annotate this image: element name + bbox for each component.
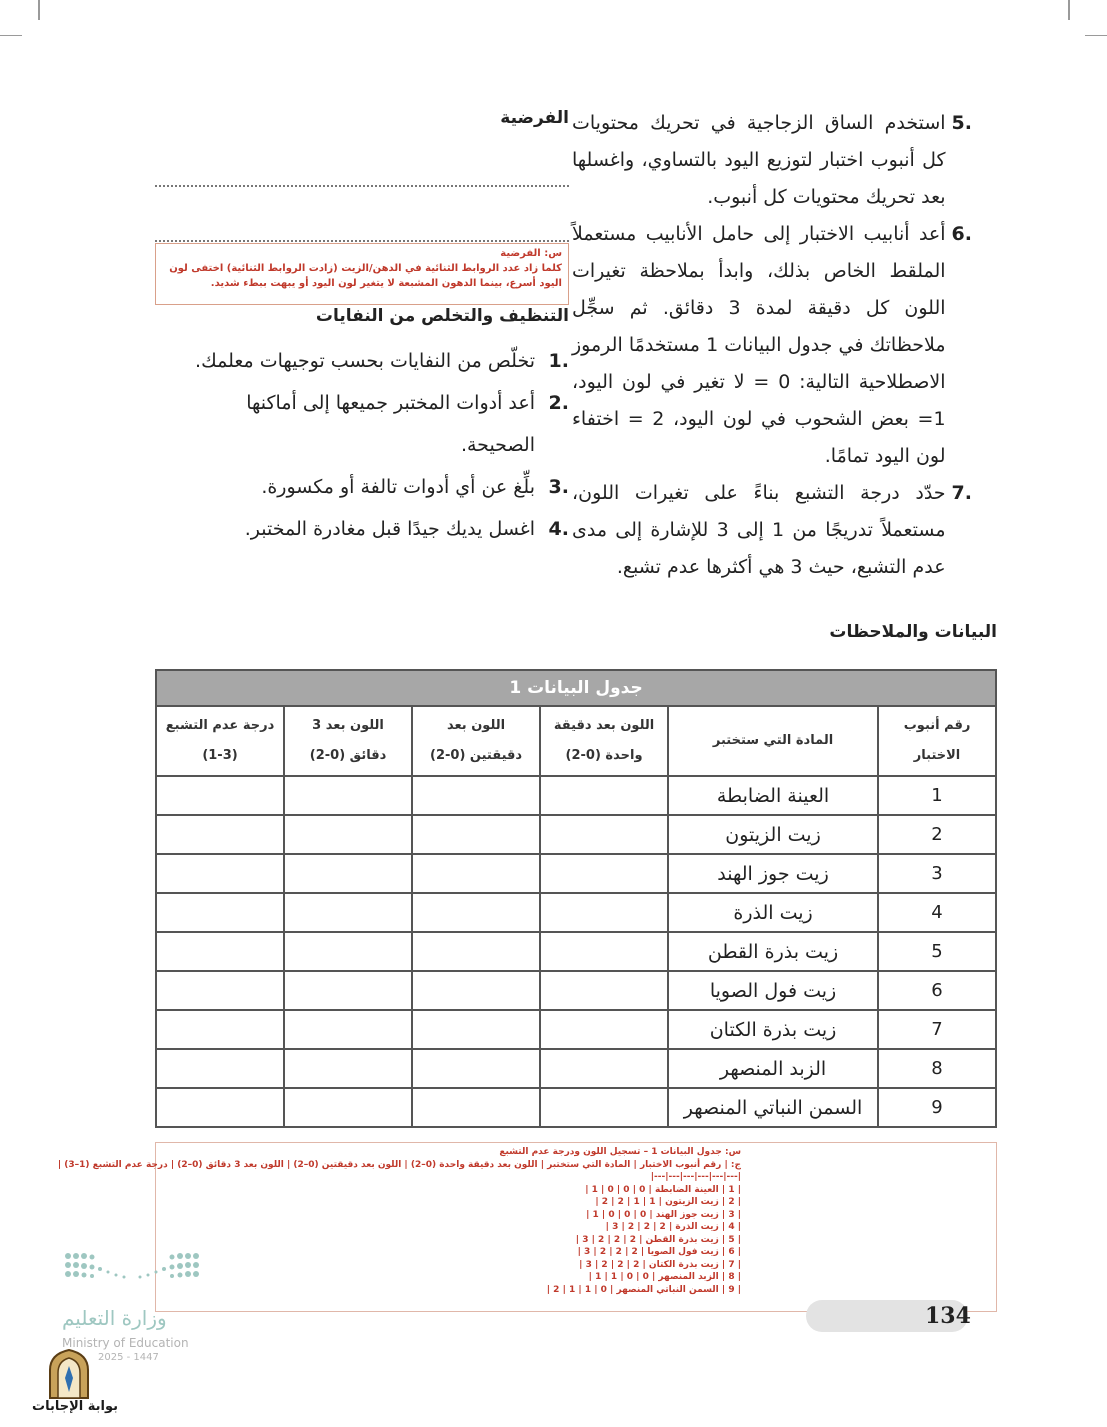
tube-number: 3 xyxy=(878,854,996,893)
tube-number: 6 xyxy=(878,971,996,1010)
substance-cell: زيت الذرة xyxy=(668,893,878,932)
answer-line-text: س: الفرضية xyxy=(500,248,562,259)
answer-line-text: كلما زاد عدد الروابط الثنائية في الدهن/الزيت (زادت الروابط الثنائية) اختفى لون xyxy=(169,263,562,274)
table-row xyxy=(156,893,996,932)
table-header-row xyxy=(156,706,996,776)
empty-cell[interactable] xyxy=(284,1010,412,1049)
empty-cell[interactable] xyxy=(156,893,284,932)
tube-number: 1 xyxy=(878,776,996,815)
ministry-english-name: Ministry of Education xyxy=(62,1336,189,1350)
item-number: .2 xyxy=(548,392,569,414)
step-number: .7 xyxy=(951,482,972,504)
item-number: .4 xyxy=(548,518,569,540)
step-number: .5 xyxy=(951,112,972,134)
step-5 xyxy=(572,105,972,216)
step-7 xyxy=(572,475,972,586)
answer-line xyxy=(155,240,569,242)
answer-row: | 5 | زيت بذرة القطن | 2 | 2 | 2 | 3 | xyxy=(575,1234,741,1245)
answer-row: | 6 | زيت فول الصويا | 2 | 2 | 2 | 3 | xyxy=(577,1247,741,1257)
answer-row: | 3 | زيت جوز الهند | 0 | 0 | 0 | 1 | xyxy=(586,1209,741,1220)
tube-number: 2 xyxy=(878,815,996,854)
empty-cell[interactable] xyxy=(284,1088,412,1127)
empty-cell[interactable] xyxy=(412,971,540,1010)
column-header: رقم أنبوب الاختبار xyxy=(878,706,996,776)
empty-cell[interactable] xyxy=(156,932,284,971)
substance-cell: زيت بذرة القطن xyxy=(668,932,878,971)
column-header: اللون بعد دقيقة واحدة (0-2) xyxy=(540,706,668,776)
answer-line-text: اليود أسرع، بينما الدهون المشبعة لا يتغير لون اليود أو يبهت ببطء شديد. xyxy=(210,278,562,289)
cleanup-item xyxy=(169,340,569,382)
answer-line xyxy=(155,185,569,187)
table-caption: جدول البيانات 1 xyxy=(156,670,996,706)
column-header: اللون بعد 3 دقائق (0-2) xyxy=(284,706,412,776)
crop-mark xyxy=(1068,0,1070,20)
answer-row: | 9 | السمن النباتي المنصهر | 0 | 1 | 1 | 2 | xyxy=(546,1284,741,1295)
empty-cell[interactable] xyxy=(156,1088,284,1127)
tube-number: 9 xyxy=(878,1088,996,1127)
empty-cell[interactable] xyxy=(540,1049,668,1088)
empty-cell[interactable] xyxy=(540,776,668,815)
substance-cell: زيت الزيتون xyxy=(668,815,878,854)
table-row xyxy=(156,776,996,815)
empty-cell[interactable] xyxy=(156,1010,284,1049)
table-row xyxy=(156,815,996,854)
empty-cell[interactable] xyxy=(284,971,412,1010)
item-text: تخلّص من النفايات بحسب توجيهات معلمك. xyxy=(195,350,535,372)
item-text: أعد أدوات المختبر جميعها إلى أماكنها الصحيحة. xyxy=(246,392,535,456)
answer-row: | 7 | زيت بذرة الكتان | 2 | 2 | 2 | 3 | xyxy=(579,1259,741,1270)
empty-cell[interactable] xyxy=(412,1088,540,1127)
table-answer xyxy=(57,1142,997,1312)
table-row xyxy=(156,932,996,971)
empty-cell[interactable] xyxy=(540,854,668,893)
step-text: أعد أنابيب الاختبار إلى حامل الأنابيب مستعملاً الملقط الخاص بذلك، وابدأ بملاحظة تغيرات اللون كل دقيقة لمدة 3 دقائق. ثم سجِّل ملاحظاتك في جدول البيانات 1 مستخدمًا الرموز الاصطلاحية التالية: 0 = لا تغير في لون اليود، 1= بعض الشحوب في لون اليود، 2 = اختفاء لون اليود تمامًا. xyxy=(572,223,946,467)
empty-cell[interactable] xyxy=(156,1049,284,1088)
crop-mark xyxy=(0,35,22,36)
empty-cell[interactable] xyxy=(156,776,284,815)
empty-cell[interactable] xyxy=(284,815,412,854)
hypothesis-label: الفرضية xyxy=(500,108,569,128)
step-6 xyxy=(572,216,972,475)
answer-title: س: جدول البيانات 1 – تسجيل اللون ودرجة عدم التشبع xyxy=(499,1147,741,1157)
answer-separator: |---|---|---|---|---|---| xyxy=(650,1172,741,1182)
empty-cell[interactable] xyxy=(540,893,668,932)
substance-cell: العينة الضابطة xyxy=(668,776,878,815)
table-row xyxy=(156,1010,996,1049)
tube-number: 4 xyxy=(878,893,996,932)
answer-header: ج: | رقم أنبوب الاختبار | المادة التي ستختبر | اللون بعد دقيقة واحدة (0–2) | اللون بعد دقيقتين (0–2) | اللون بعد 3 دقائق (0–2) | درجة عدم التشبع (1–3) | xyxy=(57,1159,741,1170)
empty-cell[interactable] xyxy=(156,815,284,854)
tube-number: 8 xyxy=(878,1049,996,1088)
ministry-year: 2025 - 1447 xyxy=(98,1352,159,1363)
empty-cell[interactable] xyxy=(412,1049,540,1088)
substance-cell: السمن النباتي المنصهر xyxy=(668,1088,878,1127)
item-number: .3 xyxy=(548,476,569,498)
empty-cell[interactable] xyxy=(540,932,668,971)
gateway-logo-icon xyxy=(46,1348,92,1400)
item-text: بلِّغ عن أي أدوات تالفة أو مكسورة. xyxy=(261,476,535,498)
table-row xyxy=(156,971,996,1010)
answer-row: | 2 | زيت الزيتون | 1 | 1 | 2 | 2 | xyxy=(595,1197,741,1207)
substance-cell: الزبد المنصهر xyxy=(668,1049,878,1088)
cleanup-list xyxy=(169,340,569,550)
procedure-steps xyxy=(572,105,972,586)
cleanup-title: التنظيف والتخلص من النفايات xyxy=(315,306,569,326)
empty-cell[interactable] xyxy=(284,932,412,971)
empty-cell[interactable] xyxy=(412,1010,540,1049)
crop-mark xyxy=(1085,35,1107,36)
answer-row: | 1 | العينة الضابطة | 0 | 0 | 0 | 1 | xyxy=(585,1184,741,1195)
crop-mark xyxy=(38,0,40,20)
empty-cell[interactable] xyxy=(412,932,540,971)
data-section-title: البيانات والملاحظات xyxy=(829,622,997,642)
data-table xyxy=(155,669,997,1128)
item-text: اغسل يديك جيدًا قبل مغادرة المختبر. xyxy=(244,518,535,540)
substance-cell: زيت فول الصويا xyxy=(668,971,878,1010)
answer-row: | 8 | الزبد المنصهر | 0 | 0 | 1 | 1 | xyxy=(588,1272,741,1282)
empty-cell[interactable] xyxy=(412,815,540,854)
empty-cell[interactable] xyxy=(412,854,540,893)
empty-cell[interactable] xyxy=(156,854,284,893)
empty-cell[interactable] xyxy=(540,1010,668,1049)
ministry-arabic-name: وزارة التعليم xyxy=(62,1306,167,1330)
column-header: اللون بعد دقيقتين (0-2) xyxy=(412,706,540,776)
hypothesis-answer xyxy=(155,243,569,305)
empty-cell[interactable] xyxy=(156,971,284,1010)
gateway-label: بوابة الإجابات xyxy=(32,1399,118,1414)
empty-cell[interactable] xyxy=(284,854,412,893)
column-header: المادة التي ستختبر xyxy=(668,706,878,776)
step-text: استخدم الساق الزجاجية في تحريك محتويات كل أنبوب اختبار لتوزيع اليود بالتساوي، واغسلها بعد تحريك محتويات كل أنبوب. xyxy=(572,112,946,208)
table-row xyxy=(156,854,996,893)
empty-cell[interactable] xyxy=(284,893,412,932)
substance-cell: زيت بذرة الكتان xyxy=(668,1010,878,1049)
step-text: حدّد درجة التشبع بناءً على تغيرات اللون، مستعملاً تدريجًا من 1 إلى 3 للإشارة إلى مدى عدم التشبع، حيث 3 هي أكثرها عدم تشبع. xyxy=(572,482,946,578)
item-number: .1 xyxy=(548,350,569,372)
answer-row: | 4 | زيت الذرة | 2 | 2 | 2 | 3 | xyxy=(605,1222,741,1232)
empty-cell[interactable] xyxy=(540,1088,668,1127)
empty-cell[interactable] xyxy=(284,1049,412,1088)
tube-number: 5 xyxy=(878,932,996,971)
tube-number: 7 xyxy=(878,1010,996,1049)
ministry-logo-icon xyxy=(62,1248,202,1290)
empty-cell[interactable] xyxy=(412,776,540,815)
column-header: درجة عدم التشبع (1-3) xyxy=(156,706,284,776)
step-number: .6 xyxy=(951,223,972,245)
cleanup-item xyxy=(169,466,569,508)
substance-cell: زيت جوز الهند xyxy=(668,854,878,893)
cleanup-item xyxy=(169,382,569,466)
empty-cell[interactable] xyxy=(540,815,668,854)
table-row xyxy=(156,1088,996,1127)
cleanup-item xyxy=(169,508,569,550)
page-number: 134 xyxy=(925,1303,971,1329)
table-row xyxy=(156,1049,996,1088)
empty-cell[interactable] xyxy=(284,776,412,815)
empty-cell[interactable] xyxy=(412,893,540,932)
empty-cell[interactable] xyxy=(540,971,668,1010)
